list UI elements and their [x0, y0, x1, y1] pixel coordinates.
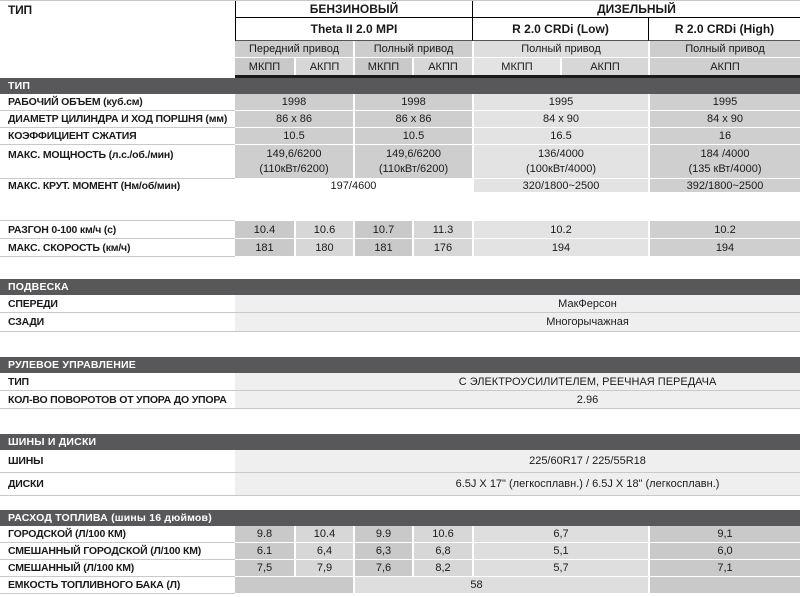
- row-label: КОЛ-ВО ПОВОРОТОВ ОТ УПОРА ДО УПОРА: [0, 391, 235, 409]
- row-fuel-tank: [0, 577, 800, 594]
- cell-fuel-city-4: 10.6: [412, 526, 472, 543]
- row-displacement: [0, 94, 800, 111]
- col-header-gearbox-7: АКПП: [648, 58, 800, 75]
- header-row-gearboxes: [0, 58, 800, 75]
- row-steering-turns: [0, 391, 800, 409]
- col-header-engine-crdi-low: R 2.0 CRDi (Low): [472, 18, 648, 41]
- header-spacer: [0, 18, 235, 41]
- row-label: ГОРОДСКОЙ (Л/100 КМ): [0, 526, 235, 543]
- row-rims: [0, 473, 800, 496]
- cell-rims: 6.5J X 17" (легкосплавн.) / 6.5J X 18" (легкосплавн.): [235, 473, 800, 496]
- cell-fuel-mixedcity-4: 6,8: [412, 543, 472, 560]
- cell-fuel-mixedcity-diesel-high: 6,0: [648, 543, 800, 560]
- col-header-drive-awd-low: Полный привод: [472, 41, 648, 58]
- col-header-gearbox-2: АКПП: [294, 58, 353, 75]
- cell-compression-petrol-awd: 10.5: [353, 128, 472, 145]
- cell-power-diesel-high: [648, 145, 800, 179]
- row-fuel-mixed-city: [0, 543, 800, 560]
- col-header-engine-crdi-high: R 2.0 CRDi (High): [648, 18, 800, 41]
- cell-power-petrol-awd: [353, 145, 472, 179]
- section-bar-engine: ТИП: [0, 78, 800, 94]
- cell-fuel-mixedcity-1: 6.1: [235, 543, 294, 560]
- cell-speed-4: 176: [412, 239, 472, 257]
- cell-tank-empty-right: [648, 577, 800, 594]
- row-label: МАКС. МОЩНОСТЬ (л.с./об./мин): [0, 145, 235, 179]
- cell-compression-diesel-high: 16: [648, 128, 800, 145]
- row-max-torque-spacer: [0, 193, 800, 221]
- cell-speed-2: 180: [294, 239, 353, 257]
- row-label: РАЗГОН 0-100 км/ч (с): [0, 221, 235, 239]
- cell-steering-type: С ЭЛЕКТРОУСИЛИТЕЛЕМ, РЕЕЧНАЯ ПЕРЕДАЧА: [235, 373, 800, 391]
- cell-tires: 225/60R17 / 225/55R18: [235, 450, 800, 473]
- row-label: СПЕРЕДИ: [0, 295, 235, 313]
- cell-torque-petrol: 197/4600: [330, 180, 377, 192]
- cell-fuel-city-diesel-low: 6,7: [472, 526, 648, 543]
- row-max-power: [0, 145, 800, 179]
- row-label: РАБОЧИЙ ОБЪЕМ (куб.см): [0, 94, 235, 111]
- row-label: ШИНЫ: [0, 450, 235, 473]
- header-spacer: [0, 58, 235, 75]
- row-max-torque: [0, 179, 800, 193]
- cell-fuel-mixedcity-3: 6,3: [353, 543, 412, 560]
- cell-power-petrol-fwd: [235, 145, 353, 179]
- cell-displacement-diesel-high: 1995: [648, 94, 800, 111]
- cell-compression-petrol-fwd: 10.5: [235, 128, 353, 145]
- row-label: МАКС. СКОРОСТЬ (км/ч): [0, 239, 235, 257]
- cell-fuel-mixed-diesel-low: 5,7: [472, 560, 648, 577]
- cell-fuel-mixed-1: 7,5: [235, 560, 294, 577]
- power-kw-value: (110кВт/6200): [378, 162, 449, 175]
- cell-compression-diesel-low: 16.5: [472, 128, 648, 145]
- col-header-gearbox-6: АКПП: [560, 58, 648, 75]
- cell-bore-diesel-low: 84 x 90: [472, 111, 648, 128]
- section-bar-suspension: ПОДВЕСКА: [0, 279, 800, 295]
- header-row-fuel-type: [0, 1, 800, 18]
- cell-fuel-mixedcity-2: 6,4: [294, 543, 353, 560]
- cell-fuel-mixed-4: 8,2: [412, 560, 472, 577]
- cell-tank-capacity: 58: [353, 577, 648, 594]
- row-suspension-front: [0, 295, 800, 313]
- cell-torque-diesel-high: 392/1800~2500: [648, 179, 800, 193]
- cell-fuel-city-2: 10.4: [294, 526, 353, 543]
- cell-tank-empty-left: [235, 577, 353, 594]
- cell-fuel-mixed-2: 7,9: [294, 560, 353, 577]
- section-bar-steering: РУЛЕВОЕ УПРАВЛЕНИЕ: [0, 357, 800, 373]
- cell-fuel-mixed-diesel-high: 7,1: [648, 560, 800, 577]
- power-value: 149,6/6200: [385, 147, 442, 160]
- col-header-drive-awd-petrol: Полный привод: [353, 41, 472, 58]
- row-top-speed: [0, 239, 800, 257]
- col-header-gearbox-4: АКПП: [412, 58, 472, 75]
- header-row-drives: [0, 41, 800, 58]
- cell-suspension-rear: Многорычажная: [235, 313, 800, 332]
- power-value: 184 /4000: [700, 147, 750, 160]
- row-label: СМЕШАННЫЙ (Л/100 КМ): [0, 560, 235, 577]
- section-bar-fuel: РАСХОД ТОПЛИВА (шины 16 дюймов): [0, 510, 800, 526]
- cell-steering-turns: 2.96: [235, 391, 800, 409]
- cell-speed-1: 181: [235, 239, 294, 257]
- cell-torque-diesel-low: 320/1800~2500: [472, 179, 648, 193]
- cell-suspension-front: МакФерсон: [235, 295, 800, 313]
- col-header-drive-awd-high: Полный привод: [648, 41, 800, 58]
- row-label: МАКС. КРУТ. МОМЕНТ (Нм/об/мин): [8, 180, 181, 192]
- col-header-drive-fwd: Передний привод: [235, 41, 353, 58]
- cell-fuel-city-diesel-high: 9,1: [648, 526, 800, 543]
- power-value: 149,6/6200: [266, 147, 322, 160]
- row-label: СМЕШАННЫЙ ГОРОДСКОЙ (Л/100 КМ): [0, 543, 235, 560]
- row-compression: [0, 128, 800, 145]
- col-header-engine-theta: Theta II 2.0 MPI: [235, 18, 472, 41]
- cell-speed-3: 181: [353, 239, 412, 257]
- row-steering-type: [0, 373, 800, 391]
- power-kw-value: (135 кВт/4000): [688, 162, 762, 175]
- cell-fuel-mixedcity-diesel-low: 5,1: [472, 543, 648, 560]
- power-kw-value: (100кВт/4000): [525, 162, 597, 175]
- cell-fuel-mixed-3: 7,6: [353, 560, 412, 577]
- cell-displacement-diesel-low: 1995: [472, 94, 648, 111]
- cell-accel-1: 10.4: [235, 221, 294, 239]
- row-fuel-city: [0, 526, 800, 543]
- row-fuel-mixed: [0, 560, 800, 577]
- row-tires: [0, 450, 800, 473]
- row-suspension-rear: [0, 313, 800, 332]
- row-label: КОЭФФИЦИЕНТ СЖАТИЯ: [0, 128, 235, 145]
- col-header-gearbox-3: МКПП: [353, 58, 412, 75]
- cell-fuel-city-3: 9.9: [353, 526, 412, 543]
- section-bar-wheels: ШИНЫ И ДИСКИ: [0, 434, 800, 450]
- corner-label: ТИП: [8, 2, 32, 17]
- cell-bore-petrol-fwd: 86 x 86: [235, 111, 353, 128]
- col-header-petrol: БЕНЗИНОВЫЙ: [235, 1, 472, 18]
- power-value: 136/4000: [538, 147, 584, 160]
- power-kw-value: (110кВт/6200): [259, 162, 329, 175]
- cell-speed-diesel-low: 194: [472, 239, 648, 257]
- col-header-gearbox-1: МКПП: [235, 58, 294, 75]
- row-label: ДИСКИ: [0, 473, 235, 496]
- col-header-diesel: ДИЗЕЛЬНЫЙ: [472, 1, 800, 18]
- cell-accel-4: 11.3: [412, 221, 472, 239]
- cell-accel-diesel-low: 10.2: [472, 221, 648, 239]
- row-bore-stroke: [0, 111, 800, 128]
- row-label: ТИП: [0, 373, 235, 391]
- cell-power-diesel-low: [472, 145, 648, 179]
- row-acceleration: [0, 221, 800, 239]
- cell-fuel-city-1: 9.8: [235, 526, 294, 543]
- row-label: СЗАДИ: [0, 313, 235, 332]
- col-header-gearbox-5: МКПП: [472, 58, 560, 75]
- row-label-spacer: [0, 193, 235, 221]
- row-label: ЕМКОСТЬ ТОПЛИВНОГО БАКА (Л): [0, 577, 235, 594]
- row-label: ДИАМЕТР ЦИЛИНДРА И ХОД ПОРШНЯ (мм): [0, 111, 235, 128]
- cell-speed-diesel-high: 194: [648, 239, 800, 257]
- cell-displacement-petrol-awd: 1998: [353, 94, 472, 111]
- cell-accel-3: 10.7: [353, 221, 412, 239]
- header-spacer: [0, 41, 235, 58]
- header-row-engines: [0, 18, 800, 41]
- cell-displacement-petrol-fwd: 1998: [235, 94, 353, 111]
- cell-bore-petrol-awd: 86 x 86: [353, 111, 472, 128]
- cell-bore-diesel-high: 84 x 90: [648, 111, 800, 128]
- cell-accel-2: 10.6: [294, 221, 353, 239]
- cell-accel-diesel-high: 10.2: [648, 221, 800, 239]
